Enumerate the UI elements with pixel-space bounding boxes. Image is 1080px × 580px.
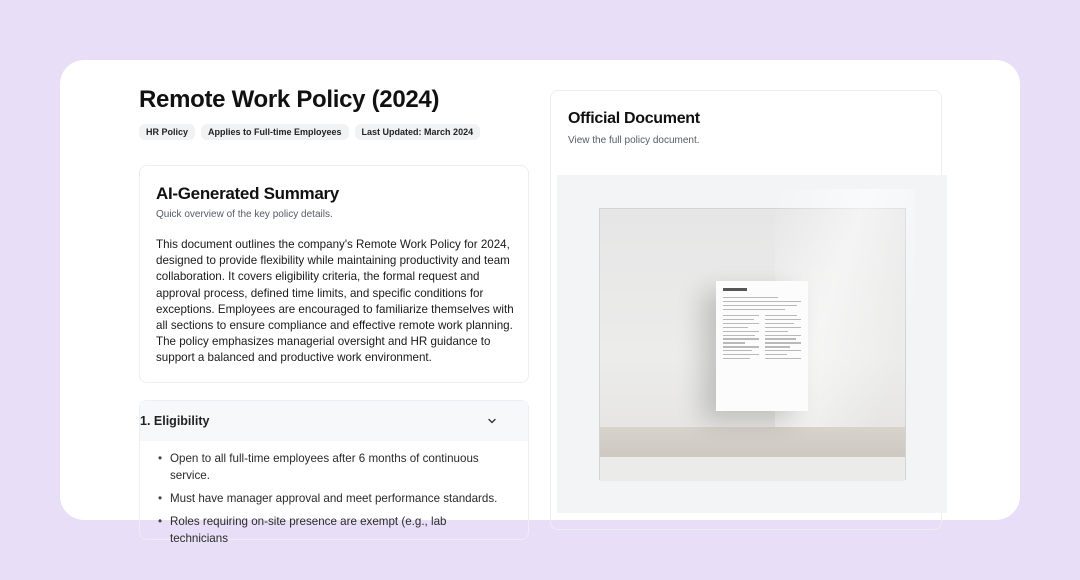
accordion-header-eligibility[interactable] [140,401,528,441]
list-item: • Roles requiring on-site presence are exempt (e.g., lab technicians [158,513,498,547]
document-subtitle: View the full policy document. [568,135,700,146]
document-title: Official Document [568,110,700,127]
list-item: • Open to all full-time employees after 6 months of continuous service. [158,450,498,484]
main-card [60,60,1020,545]
eligibility-accordion [139,400,529,545]
page-title: Remote Work Policy (2024) [139,86,440,113]
tag-last-updated: Last Updated: March 2024 [355,124,481,140]
chevron-down-icon[interactable] [486,415,498,427]
summary-body: This document outlines the company's Remote Work Policy for 2024, designed to provide flexibility while maintaining productivity and team collaboration. It covers eligibility criteria, the formal request and approval process, defined time limits, and specific conditions for exceptions. Employees are encouraged to familiarize themselves with all sections to ensure compliance and effective remote work planning. The policy emphasizes managerial oversight and HR guidance to support a balanced and productive work environment. [156,238,514,365]
summary-title: AI-Generated Summary [156,184,339,203]
tag-list [139,124,480,140]
summary-subtitle: Quick overview of the key policy details. [156,209,333,220]
accordion-title: 1. Eligibility [140,414,210,428]
summary-card [139,165,529,383]
eligibility-list [158,450,498,547]
tag-applies-to: Applies to Full-time Employees [201,124,349,140]
floor [600,457,905,481]
document-preview-area[interactable] [557,175,947,513]
accordion-body [140,441,528,547]
shelf [600,427,905,457]
official-document-panel [550,90,942,530]
document-paper-thumbnail [716,281,808,411]
document-preview-image[interactable] [599,208,906,480]
list-item: • Must have manager approval and meet performance standards. [158,490,498,507]
tag-hr-policy: HR Policy [139,124,195,140]
